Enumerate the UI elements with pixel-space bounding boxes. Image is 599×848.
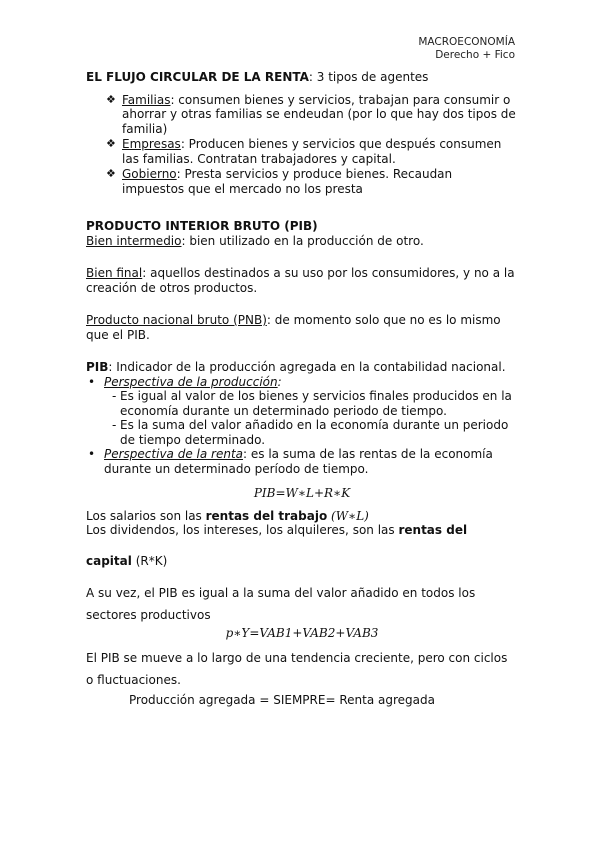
list-item bbox=[86, 389, 518, 418]
agent-text: : consumen bienes y servicios, trabajan para consumir o ahorrar y otras familias se endeudan (por lo que hay dos tipos de familia) bbox=[122, 92, 516, 136]
pnb-text: : de momento solo que no es lo mismo que el PIB. bbox=[86, 313, 501, 342]
section-flujo-heading: EL FLUJO CIRCULAR DE LA RENTA bbox=[86, 70, 309, 84]
pib-formula: PIB=W∗L+R∗K bbox=[253, 486, 351, 500]
spacer bbox=[86, 568, 518, 582]
pib-paragraph bbox=[86, 360, 518, 375]
pib-text: : Indicador de la producción agregada en la contabilidad nacional. bbox=[108, 360, 506, 374]
dash-row bbox=[86, 418, 518, 447]
salarios-math: (W∗L) bbox=[331, 508, 369, 523]
dividendos-pre: Los dividendos, los intereses, los alquileres, son las bbox=[86, 523, 399, 537]
bien-final-paragraph bbox=[86, 266, 518, 295]
diamond-bullet-icon: ❖ bbox=[106, 167, 116, 180]
dash-text: Es la suma del valor añadido en la economía durante un periodo de tiempo determinado. bbox=[120, 418, 509, 447]
list-item bbox=[86, 375, 518, 390]
list-item bbox=[86, 418, 518, 447]
agent-text: : Producen bienes y servicios que después consumen las familias. Contratan trabajadores y capital. bbox=[122, 137, 502, 166]
capital-bold: capital bbox=[86, 553, 132, 568]
agent-text: : Presta servicios y produce bienes. Recaudan impuestos que el mercado no los presta bbox=[122, 167, 453, 196]
list-item bbox=[86, 447, 518, 476]
dash-row bbox=[86, 389, 518, 418]
page-header bbox=[418, 36, 515, 62]
bien-final-term: Bien final bbox=[86, 266, 143, 280]
section-pib-title: PRODUCTO INTERIOR BRUTO (PIB) bbox=[86, 219, 318, 233]
bien-intermedio-text: : bien utilizado en la producción de otro. bbox=[181, 233, 424, 248]
salarios-bold: rentas del trabajo bbox=[205, 508, 328, 523]
spacer bbox=[86, 248, 518, 266]
dot-bullet-icon: • bbox=[88, 374, 96, 389]
capital-suffix: (R*K) bbox=[131, 553, 168, 568]
perspectiva-renta-text: : es la suma de las rentas de la economía durante un determinado período de tiempo. bbox=[104, 447, 493, 476]
diamond-bullet-icon: ❖ bbox=[106, 137, 116, 150]
bien-final-text: : aquellos destinados a su uso por los consumidores, y no a la creación de otros productos. bbox=[86, 266, 515, 295]
dash-icon: - bbox=[112, 389, 117, 403]
dash-icon: - bbox=[112, 418, 117, 432]
document-body bbox=[86, 70, 518, 707]
dash-text: Es igual al valor de los bienes y servicios finales producidos en la economía durante un determinado periodo de tiempo. bbox=[120, 389, 512, 418]
section-flujo-suffix: : 3 tipos de agentes bbox=[308, 70, 429, 84]
agents-list bbox=[86, 93, 518, 197]
pib-term: PIB bbox=[86, 360, 109, 374]
spacer bbox=[86, 295, 518, 313]
dividendos-line bbox=[86, 523, 518, 538]
spacer bbox=[86, 342, 518, 360]
list-item bbox=[86, 167, 518, 196]
agent-term: Familias bbox=[122, 92, 171, 107]
list-item bbox=[86, 93, 518, 137]
pnb-paragraph bbox=[86, 313, 518, 342]
salarios-line bbox=[86, 509, 518, 524]
header-course: MACROECONOMÍA bbox=[418, 36, 515, 48]
perspectives-list bbox=[86, 375, 518, 477]
vab-formula: p∗Y=VAB1+VAB2+VAB3 bbox=[225, 626, 379, 640]
agent-term: Gobierno bbox=[122, 167, 177, 181]
vab-paragraph: A su vez, el PIB es igual a la suma del valor añadido en todos los sectores productivos bbox=[86, 586, 476, 622]
dividendos-bold: rentas del bbox=[398, 523, 468, 537]
salarios-pre: Los salarios son las bbox=[86, 508, 206, 523]
capital-line bbox=[86, 554, 518, 569]
pnb-term: Producto nacional bruto (PNB) bbox=[86, 313, 267, 327]
dot-bullet-icon: • bbox=[88, 447, 96, 461]
identidad-line: Producción agregada = SIEMPRE= Renta agregada bbox=[129, 692, 435, 707]
section-flujo-title bbox=[86, 70, 518, 85]
perspectiva-renta-term: Perspectiva de la renta bbox=[104, 447, 244, 461]
bien-intermedio-paragraph bbox=[86, 234, 518, 249]
list-item bbox=[86, 137, 518, 166]
header-subtitle: Derecho + Fico bbox=[435, 49, 515, 61]
bien-intermedio-term: Bien intermedio bbox=[86, 233, 182, 248]
perspectiva-produccion-colon: : bbox=[277, 374, 282, 389]
perspectiva-produccion-term: Perspectiva de la producción bbox=[104, 374, 278, 389]
spacer bbox=[86, 197, 518, 219]
tendencia-paragraph: El PIB se mueve a lo largo de una tendencia creciente, pero con ciclos o fluctuaciones. bbox=[86, 650, 508, 687]
agent-term: Empresas bbox=[122, 137, 181, 151]
diamond-bullet-icon: ❖ bbox=[106, 92, 116, 106]
